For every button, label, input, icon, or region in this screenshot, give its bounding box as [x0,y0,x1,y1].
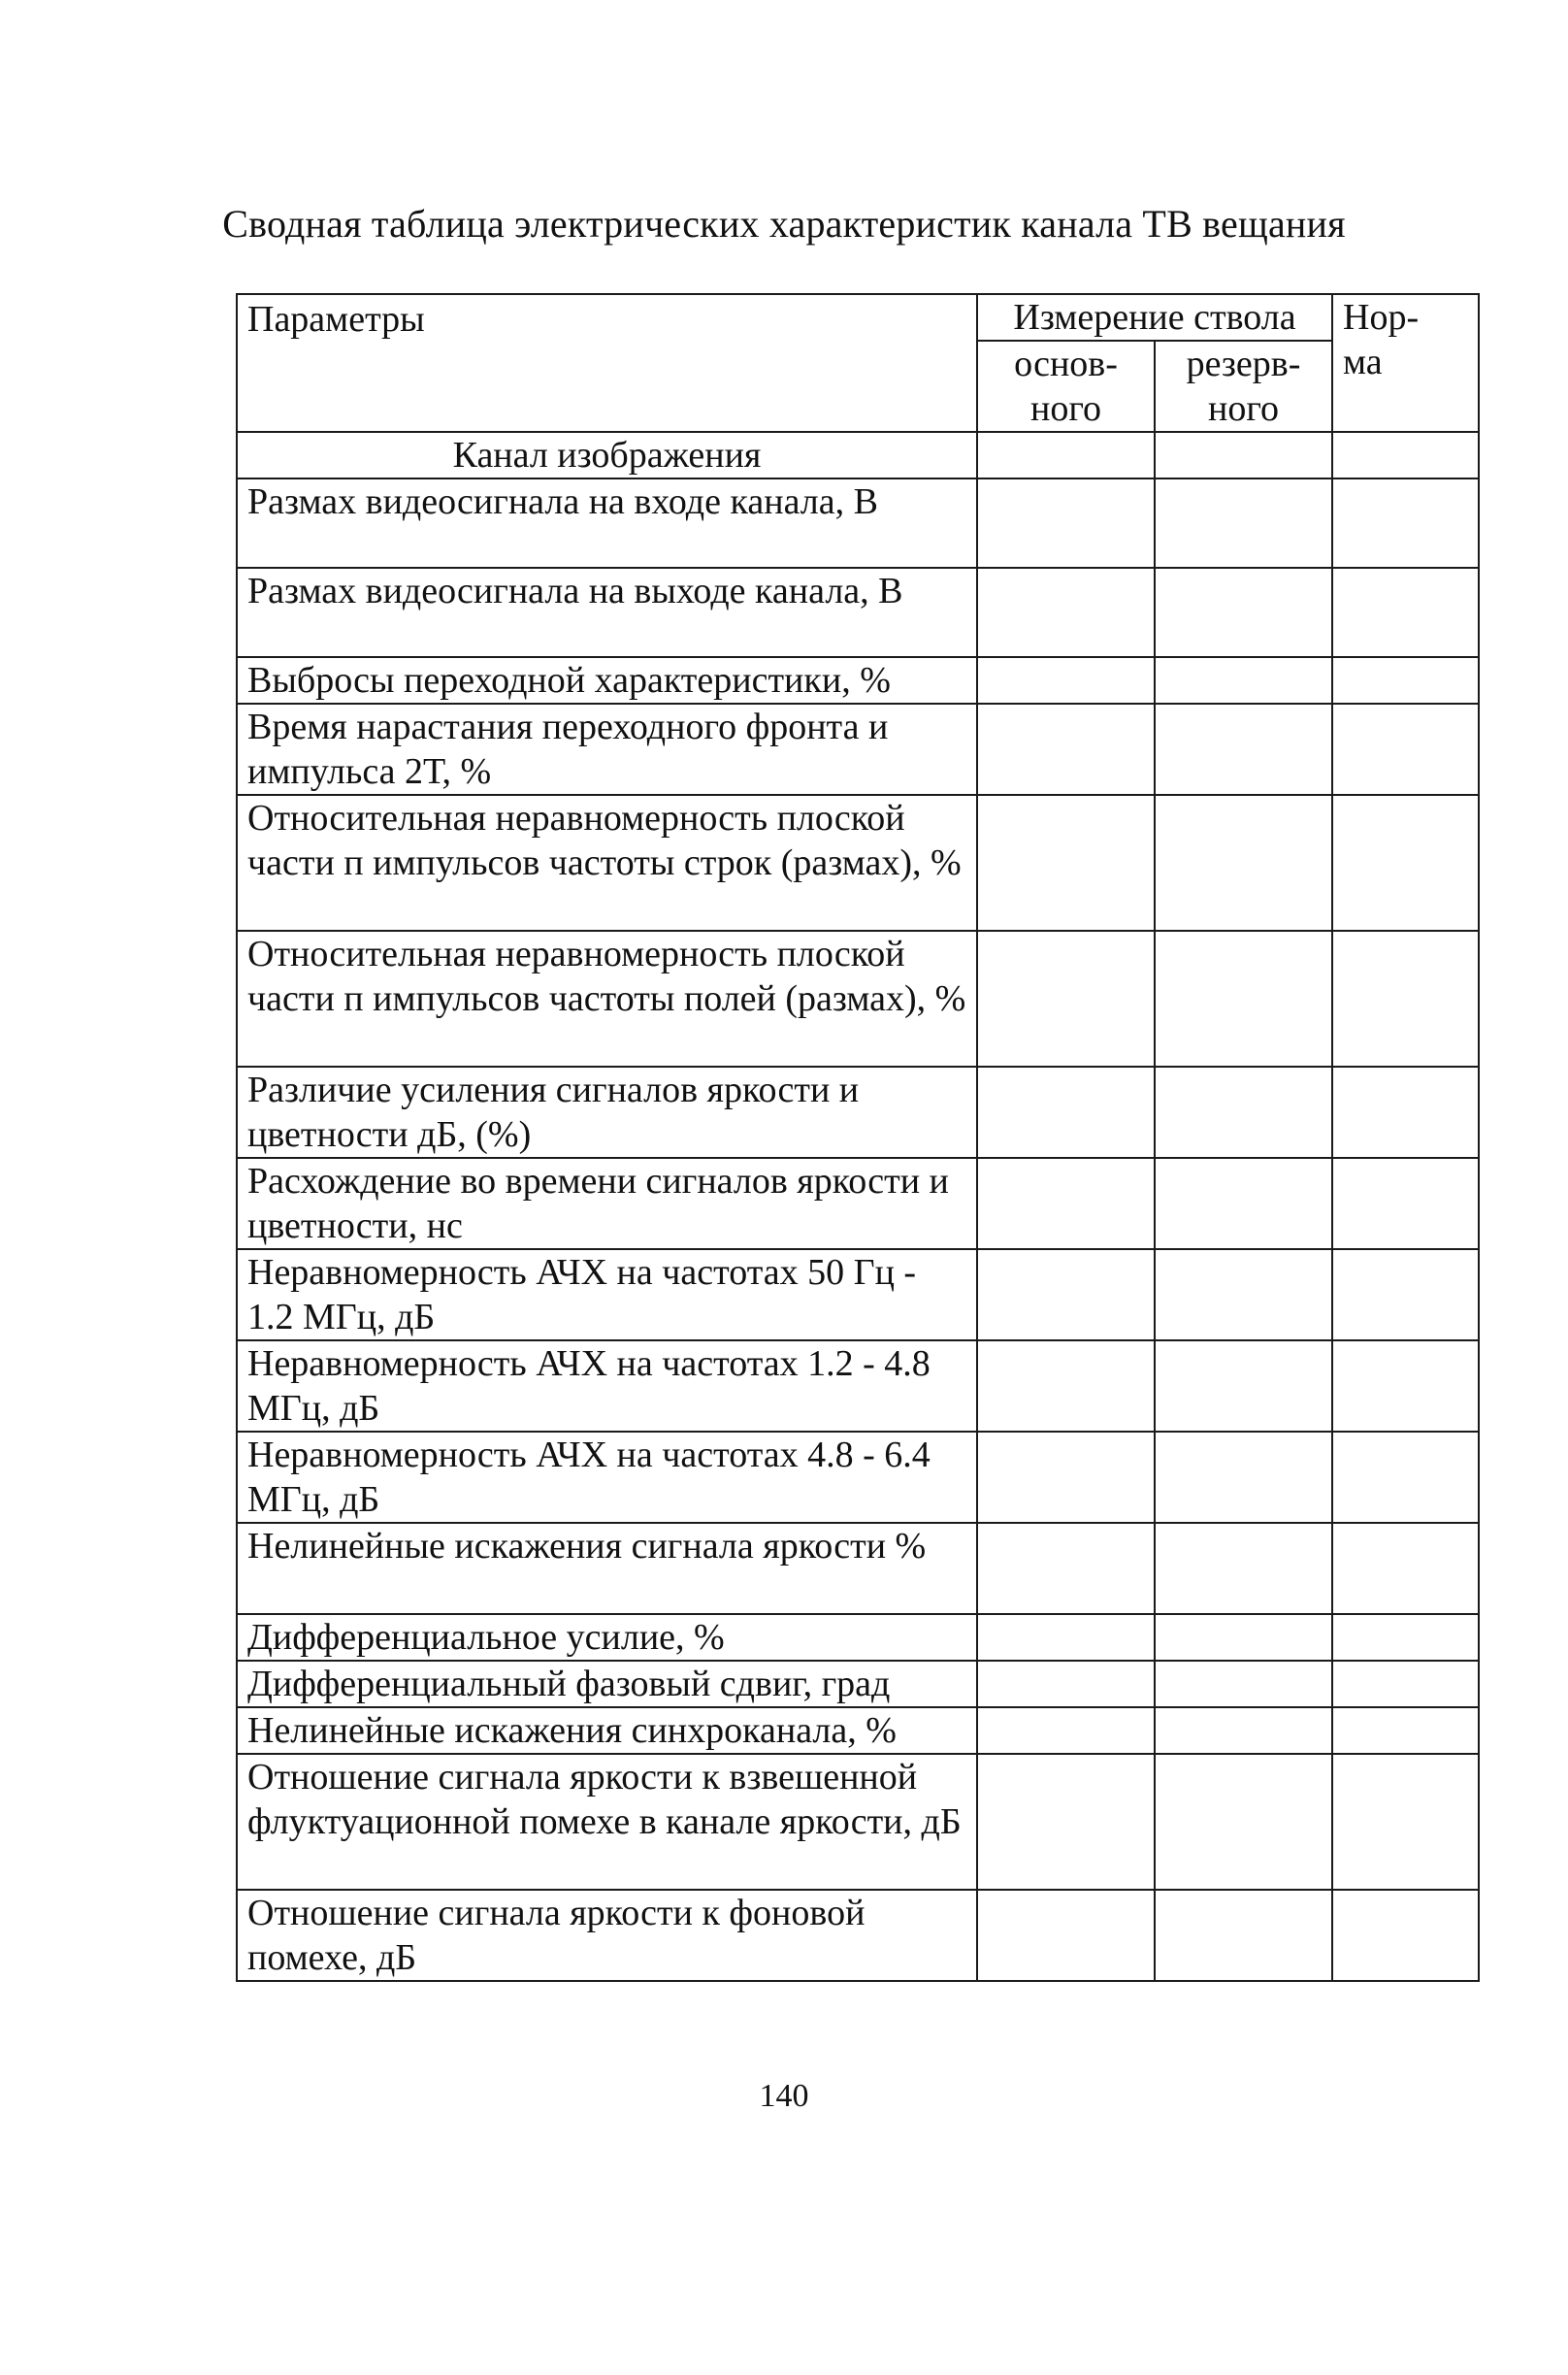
header-measurement: Измерение ствола [977,294,1332,341]
row-main-value [977,1614,1155,1661]
row-reserve-value [1155,1707,1332,1754]
row-norm-value [1332,478,1479,568]
row-parameter: Относительная неравномерность плоской части п импульсов частоты полей (размах), % [237,931,977,1067]
page-number: 140 [759,2078,809,2114]
row-main-value [977,1432,1155,1523]
row-reserve-value [1155,568,1332,657]
row-main-value [977,1340,1155,1432]
header-reserve [1155,341,1332,432]
table-row [237,1249,1479,1340]
table-row [237,1340,1479,1432]
row-reserve-value [1155,1614,1332,1661]
row-parameter: Отношение сигнала яркости к взвешенной флуктуационной помехе в канале яркости, дБ [237,1754,977,1890]
row-parameter: Время нарастания переходного фронта и импульса 2Т, % [237,704,977,795]
row-norm-value [1332,704,1479,795]
row-parameter: Выбросы переходной характеристики, % [237,657,977,704]
row-reserve-value [1155,1249,1332,1340]
row-norm-value [1332,1067,1479,1158]
row-parameter: Дифференциальный фазовый сдвиг, град [237,1661,977,1707]
table-row [237,1158,1479,1249]
row-parameter: Нелинейные искажения сигнала яркости % [237,1523,977,1614]
row-main-value [977,1067,1155,1158]
row-reserve-value [1155,1158,1332,1249]
row-main-value [977,478,1155,568]
section-main [977,432,1155,478]
row-parameter: Неравномерность АЧХ на частотах 50 Гц - 1.2 МГц, дБ [237,1249,977,1340]
row-main-value [977,657,1155,704]
row-parameter: Различие усиления сигналов яркости и цветности дБ, (%) [237,1067,977,1158]
table-row [237,1707,1479,1754]
header-reserve-line1: резерв- [1186,344,1301,384]
row-main-value [977,704,1155,795]
table-row [237,568,1479,657]
row-parameter: Отношение сигнала яркости к фоновой помехе, дБ [237,1890,977,1981]
row-reserve-value [1155,1340,1332,1432]
row-reserve-value [1155,657,1332,704]
header-row [237,294,1479,341]
table-row [237,1890,1479,1981]
header-main-line2: ного [1030,388,1101,429]
row-main-value [977,1523,1155,1614]
section-title: Канал изображения [237,432,977,478]
row-main-value [977,1707,1155,1754]
row-reserve-value [1155,478,1332,568]
row-norm-value [1332,1432,1479,1523]
row-norm-value [1332,1249,1479,1340]
row-reserve-value [1155,1754,1332,1890]
row-reserve-value [1155,931,1332,1067]
row-reserve-value [1155,1890,1332,1981]
table-row [237,1523,1479,1614]
row-norm-value [1332,1661,1479,1707]
row-norm-value [1332,1340,1479,1432]
row-reserve-value [1155,1432,1332,1523]
row-norm-value [1332,1523,1479,1614]
table-row [237,931,1479,1067]
row-norm-value [1332,795,1479,931]
table-row [237,657,1479,704]
row-reserve-value [1155,1067,1332,1158]
row-main-value [977,1158,1155,1249]
table-row [237,1661,1479,1707]
row-norm-value [1332,1614,1479,1661]
row-parameter: Дифференциальное усилие, % [237,1614,977,1661]
row-norm-value [1332,1158,1479,1249]
row-main-value [977,1754,1155,1890]
row-reserve-value [1155,1523,1332,1614]
header-norm-line1: Нор- [1343,297,1420,338]
row-main-value [977,1661,1155,1707]
header-reserve-line2: ного [1208,388,1279,429]
row-norm-value [1332,931,1479,1067]
row-parameter: Относительная неравномерность плоской части п импульсов частоты строк (размах), % [237,795,977,931]
row-main-value [977,931,1155,1067]
row-main-value [977,795,1155,931]
characteristics-table [236,293,1480,1982]
row-parameter: Нелинейные искажения синхроканала, % [237,1707,977,1754]
row-parameter: Размах видеосигнала на выходе канала, В [237,568,977,657]
row-norm-value [1332,1754,1479,1890]
row-parameter: Расхождение во времени сигналов яркости и цветности, нс [237,1158,977,1249]
row-parameter: Размах видеосигнала на входе канала, В [237,478,977,568]
row-reserve-value [1155,1661,1332,1707]
table-row [237,478,1479,568]
row-norm-value [1332,657,1479,704]
row-main-value [977,1890,1155,1981]
header-norm [1332,294,1479,432]
header-parameters: Параметры [237,294,977,432]
row-reserve-value [1155,704,1332,795]
page-title: Сводная таблица электрических характеристик канала ТВ вещания [222,202,1346,246]
row-parameter: Неравномерность АЧХ на частотах 4.8 - 6.4 МГц, дБ [237,1432,977,1523]
row-main-value [977,1249,1155,1340]
row-norm-value [1332,1707,1479,1754]
row-parameter: Неравномерность АЧХ на частотах 1.2 - 4.8 МГц, дБ [237,1340,977,1432]
row-main-value [977,568,1155,657]
table-row [237,1754,1479,1890]
header-norm-line2: ма [1343,342,1383,382]
section-row [237,432,1479,478]
header-main [977,341,1155,432]
table-row [237,1432,1479,1523]
table-row [237,704,1479,795]
section-norm [1332,432,1479,478]
table-row [237,1614,1479,1661]
section-reserve [1155,432,1332,478]
header-main-line1: основ- [1014,344,1118,384]
table-row [237,795,1479,931]
row-norm-value [1332,568,1479,657]
row-reserve-value [1155,795,1332,931]
row-norm-value [1332,1890,1479,1981]
table-row [237,1067,1479,1158]
